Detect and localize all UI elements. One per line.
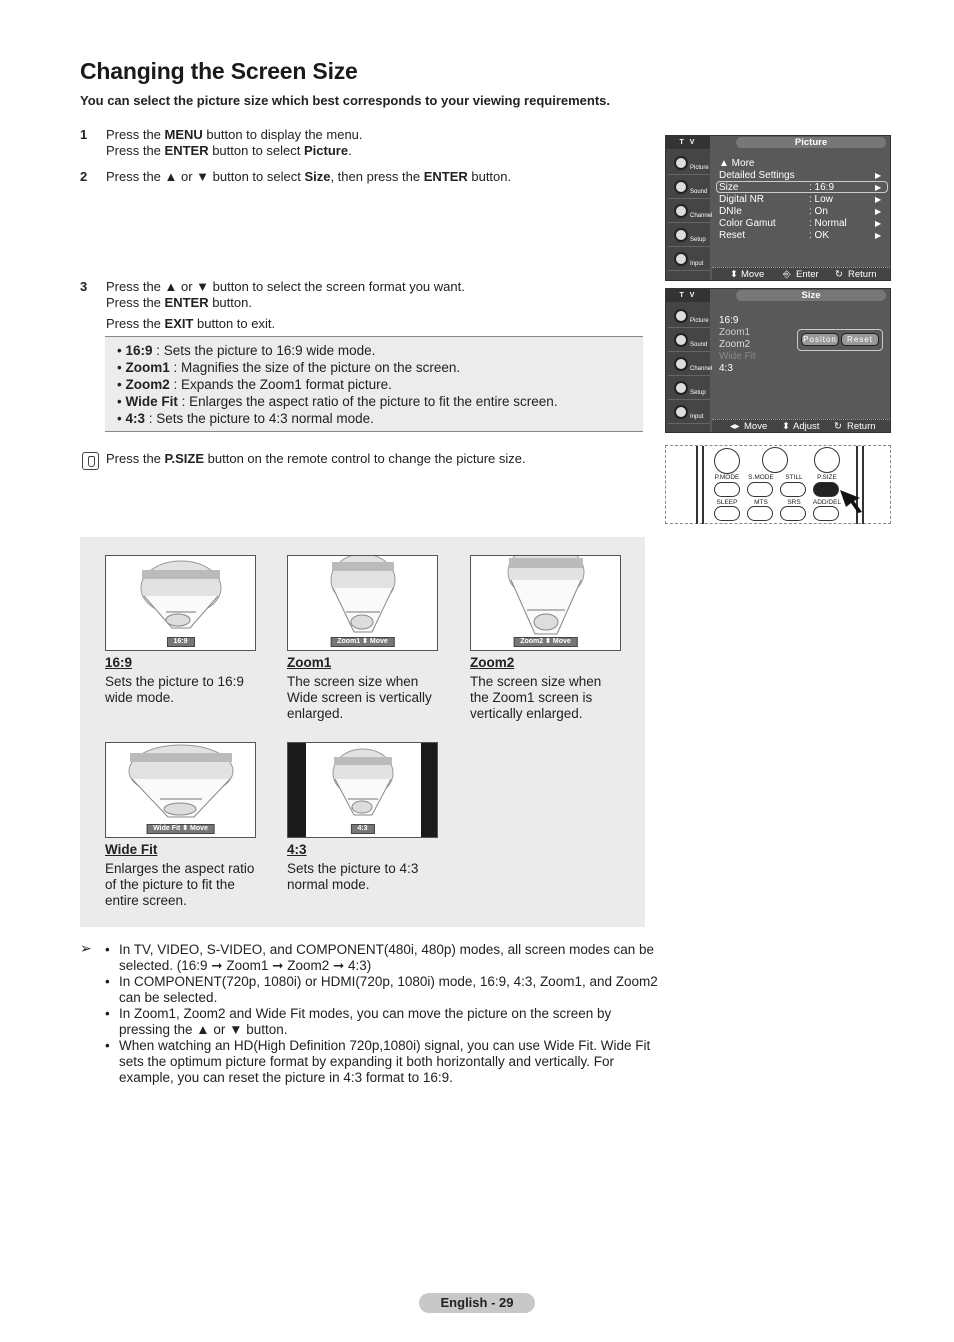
thumb-caption: 4:3 bbox=[350, 824, 374, 834]
osd-size-zoom2: Zoom2 bbox=[719, 339, 751, 350]
osd-sidebar-picture: Picture bbox=[668, 306, 710, 328]
sleep-label: SLEEP bbox=[716, 499, 738, 506]
option-4-3: • 4:3 : Sets the picture to 4:3 normal mode. bbox=[117, 411, 374, 426]
picture-icon bbox=[674, 309, 688, 323]
example-name-4-3: 4:3 bbox=[287, 842, 307, 857]
move-icon: ⬍ bbox=[730, 269, 738, 280]
chevron-right-icon: ▶ bbox=[875, 171, 882, 180]
mts-button[interactable] bbox=[747, 506, 773, 521]
sound-icon bbox=[674, 333, 688, 347]
psize-label: P.SIZE bbox=[817, 474, 837, 481]
osd-row-color-gamut: Color Gamut bbox=[719, 218, 776, 229]
notes-list bbox=[105, 942, 665, 1086]
osd-row-more: ▲ More bbox=[719, 158, 755, 169]
osd-sidebar-sound: Sound bbox=[668, 330, 710, 352]
still-button[interactable] bbox=[780, 482, 806, 497]
osd-sidebar-input: Input bbox=[668, 249, 710, 271]
note-arrow-icon: ➢ bbox=[80, 940, 92, 956]
chevron-right-icon: ▶ bbox=[875, 195, 882, 204]
osd-size-menu bbox=[665, 288, 891, 433]
thumb-caption: 16:9 bbox=[166, 637, 194, 647]
srs-label: SRS bbox=[787, 499, 801, 506]
osd-footer: ⬍ Move ⎆ Enter ↻ Return bbox=[712, 267, 890, 280]
osd-row-reset: Reset bbox=[719, 230, 746, 241]
example-name-zoom1: Zoom1 bbox=[287, 655, 332, 670]
osd-sidebar bbox=[666, 149, 713, 280]
page-subtitle: You can select the picture size which best corresponds to your viewing requirements. bbox=[80, 93, 611, 108]
osd-tv-label: T V bbox=[666, 136, 710, 149]
sound-icon bbox=[674, 180, 688, 194]
osd-row-detailed: Detailed Settings bbox=[719, 170, 795, 181]
adddel-label: ADD/DEL bbox=[812, 499, 842, 506]
channel-icon bbox=[674, 357, 688, 371]
input-icon bbox=[674, 405, 688, 419]
size-options-box bbox=[105, 336, 643, 432]
round-button-2[interactable] bbox=[762, 447, 788, 473]
osd-title: Picture bbox=[736, 137, 886, 148]
input-icon bbox=[674, 252, 688, 266]
pmode-button[interactable] bbox=[714, 482, 740, 497]
example-desc-4-3: Sets the picture to 4:3 normal mode. bbox=[287, 861, 419, 892]
option-wide-fit: • Wide Fit : Enlarges the aspect ratio of the picture to fit the entire screen. bbox=[117, 394, 558, 409]
psize-note: Press the P.SIZE button on the remote control to change the picture size. bbox=[106, 451, 526, 466]
thumb-wide-fit bbox=[105, 742, 256, 838]
thumb-zoom1 bbox=[287, 555, 438, 651]
example-name-wide-fit: Wide Fit bbox=[105, 842, 158, 857]
example-name-16-9: 16:9 bbox=[105, 655, 133, 670]
page-number: English - 29 bbox=[419, 1293, 535, 1313]
osd-highlight bbox=[716, 181, 888, 193]
osd-sidebar-setup: Setup bbox=[668, 378, 710, 400]
osd-row-dnie: DNIe bbox=[719, 206, 742, 217]
remote-control-detail bbox=[665, 445, 891, 524]
power-button[interactable] bbox=[714, 448, 740, 474]
page-title: Changing the Screen Size bbox=[80, 58, 358, 84]
chevron-right-icon: ▶ bbox=[875, 219, 882, 228]
step-1-line-1: Press the MENU button to display the menu. bbox=[106, 127, 363, 142]
return-icon: ↻ bbox=[834, 421, 842, 432]
osd-picture-menu: T V Picture Picture Sound Channel Setup Input ▲ More Detailed Settings ▶ Size : 16:9 ▶ Digital NR : Low ▶ DNIe : On ▶ Color Gamut : Normal ▶ Reset : OK ▶ ⬍ Move ⎆ Enter ↻ Return bbox=[665, 135, 891, 281]
option-zoom1: • Zoom1 : Magnifies the size of the picture on the screen. bbox=[117, 360, 461, 375]
psize-button[interactable] bbox=[813, 482, 839, 497]
move-icon: ⬍ bbox=[782, 421, 790, 432]
osd-size-wide-fit: Wide Fit bbox=[719, 351, 756, 362]
pmode-label: P.MODE bbox=[714, 474, 740, 481]
round-button-3[interactable] bbox=[814, 447, 840, 473]
thumb-caption: Wide Fit ⬍ Move bbox=[146, 824, 215, 834]
osd-row-size: Size bbox=[719, 182, 739, 193]
osd-sidebar bbox=[666, 302, 713, 432]
remote-hand-icon bbox=[82, 452, 99, 470]
osd-sidebar-sound: Sound bbox=[668, 177, 710, 199]
thumb-16-9 bbox=[105, 555, 256, 651]
step-1-line-2: Press the ENTER button to select Picture. bbox=[106, 143, 352, 158]
osd-footer: ◂▸ Move ⬍ Adjust ↻ Return bbox=[712, 419, 890, 432]
step-3-line-1: Press the ▲ or ▼ button to select the screen format you want. bbox=[106, 279, 465, 294]
thumb-4-3 bbox=[287, 742, 438, 838]
example-desc-wide-fit: Enlarges the aspect ratio of the picture to fit the entire screen. bbox=[105, 861, 255, 908]
example-desc-16-9: Sets the picture to 16:9 wide mode. bbox=[105, 674, 244, 705]
osd-size-zoom1: Zoom1 bbox=[719, 327, 751, 338]
osd-size-16-9: 16:9 bbox=[719, 315, 739, 326]
position-button[interactable]: Positon bbox=[801, 333, 839, 346]
setup-icon bbox=[674, 228, 688, 242]
option-16-9: • 16:9 : Sets the picture to 16:9 wide mode. bbox=[117, 343, 376, 358]
osd-sidebar-channel: Channel bbox=[668, 201, 710, 223]
osd-sidebar-channel: Channel bbox=[668, 354, 710, 376]
reset-button[interactable]: Reset bbox=[841, 333, 879, 346]
osd-tv-label: T V bbox=[666, 289, 710, 302]
note-item: • In COMPONENT(720p, 1080i) or HDMI(720p, 1080i) mode, 16:9, 4:3, Zoom1, and Zoom2 can be selected. bbox=[105, 974, 665, 1006]
example-name-zoom2: Zoom2 bbox=[470, 655, 515, 670]
osd-title: Size bbox=[736, 290, 886, 301]
still-label: STILL bbox=[785, 474, 803, 481]
chevron-right-icon: ▶ bbox=[875, 231, 882, 240]
note-item: • When watching an HD(High Definition 720p,1080i) signal, you can use Wide Fit. Wide Fit sets the optimum picture format by expanding it both horizontally and vertically. For example, you can reset the picture in 4:3 format to 16:9. bbox=[105, 1038, 665, 1086]
note-item: • In Zoom1, Zoom2 and Wide Fit modes, you can move the picture on the screen by pressing the ▲ or ▼ button. bbox=[105, 1006, 665, 1038]
step-3-line-2: Press the ENTER button. bbox=[106, 295, 252, 310]
examples-panel bbox=[80, 537, 645, 927]
channel-icon bbox=[674, 204, 688, 218]
example-desc-zoom2: The screen size when the Zoom1 screen is vertically enlarged. bbox=[470, 674, 602, 721]
thumb-zoom2 bbox=[470, 555, 621, 651]
smode-label: S.MODE bbox=[748, 474, 774, 481]
osd-sidebar-input: Input bbox=[668, 402, 710, 424]
example-desc-zoom1: The screen size when Wide screen is vertically enlarged. bbox=[287, 674, 432, 721]
thumb-caption: Zoom2 ⬍ Move bbox=[513, 637, 578, 647]
note-item: • In TV, VIDEO, S-VIDEO, and COMPONENT(480i, 480p) modes, all screen modes can be selected. (16:9 ➞ Zoom1 ➞ Zoom2 ➞ 4:3) bbox=[105, 942, 665, 974]
sleep-button[interactable] bbox=[714, 506, 740, 521]
mts-label: MTS bbox=[754, 499, 768, 506]
picture-icon bbox=[674, 156, 688, 170]
smode-button[interactable] bbox=[747, 482, 773, 497]
osd-sidebar-setup: Setup bbox=[668, 225, 710, 247]
chevron-right-icon: ▶ bbox=[875, 207, 882, 216]
adddel-button[interactable] bbox=[813, 506, 839, 521]
setup-icon bbox=[674, 381, 688, 395]
thumb-caption: Zoom1 ⬍ Move bbox=[330, 637, 395, 647]
option-zoom2: • Zoom2 : Expands the Zoom1 format picture. bbox=[117, 377, 392, 392]
step-3-line-3: Press the EXIT button to exit. bbox=[106, 316, 276, 331]
chevron-right-icon: ▶ bbox=[875, 183, 882, 192]
srs-button[interactable] bbox=[780, 506, 806, 521]
left-right-icon: ◂▸ bbox=[730, 421, 740, 432]
osd-size-4-3: 4:3 bbox=[719, 363, 733, 374]
osd-row-digital-nr: Digital NR bbox=[719, 194, 765, 205]
osd-sidebar-picture: Picture bbox=[668, 153, 710, 175]
enter-icon: ⎆ bbox=[783, 269, 791, 280]
step-2-line-1: Press the ▲ or ▼ button to select Size, then press the ENTER button. bbox=[106, 169, 512, 184]
pointer-arrow-icon bbox=[838, 484, 868, 514]
return-icon: ↻ bbox=[835, 269, 843, 280]
